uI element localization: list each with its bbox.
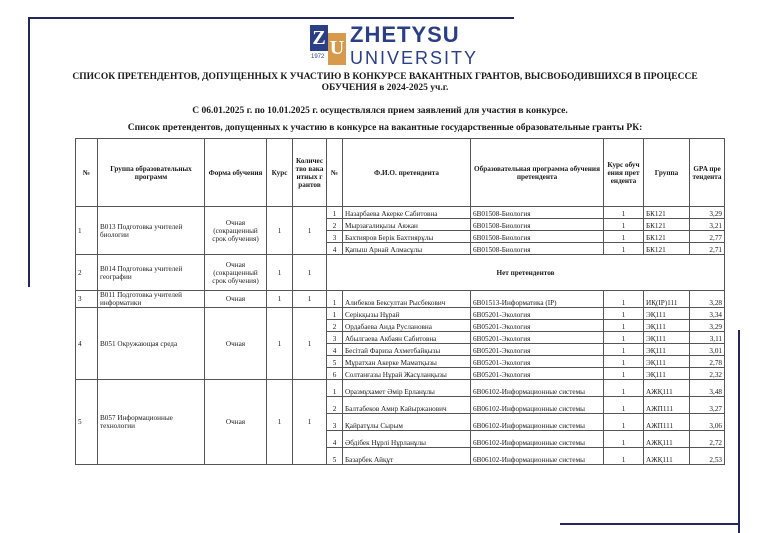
- logo-text: [350, 22, 478, 69]
- candidate-gpa-cell: 3,11: [690, 332, 725, 344]
- candidate-program-cell: 6В06102-Информационные системы: [471, 414, 604, 431]
- document-title: СПИСОК ПРЕТЕНДЕНТОВ, ДОПУЩЕННЫХ К УЧАСТИЮ В КОНКУРСЕ ВАКАНТНЫХ ГРАНТОВ, ВЫСВОБОДИВШИХСЯ В ПРОЦЕССЕ ОБУЧЕНИЯ в 2024-2025 уч.г.: [72, 72, 698, 93]
- block-num-cell: 2: [76, 255, 98, 291]
- course-cell: 1: [267, 255, 293, 291]
- candidate-program-cell: 6В05201-Экология: [471, 320, 604, 332]
- group-cell: В011 Подготовка учителей информатики: [98, 291, 205, 308]
- form-cell: Очная: [205, 308, 267, 380]
- candidate-num-cell: 5: [327, 356, 343, 368]
- candidate-name-cell: Оразмұхамет Әмір Ерланұлы: [343, 380, 471, 397]
- list-subtitle: Список претендентов, допущенных к участию в конкурсе на вакантные государственные образовательные гранты РК:: [127, 123, 643, 133]
- candidate-course-cell: 1: [604, 380, 644, 397]
- candidate-num-cell: 3: [327, 332, 343, 344]
- logo-year: 1972: [311, 54, 325, 60]
- candidate-name-cell: Назарбаева Акерке Сабитовна: [343, 207, 471, 219]
- candidate-group-cell: ЭҚ111: [644, 356, 690, 368]
- candidate-name-cell: Мұратхан Акерке Маматқызы: [343, 356, 471, 368]
- candidate-group-cell: ЭҚ111: [644, 344, 690, 356]
- block-num-cell: 3: [76, 291, 98, 308]
- logo-mark-z: Z: [310, 25, 328, 51]
- header-grants: Количество вакантных грантов: [293, 139, 327, 207]
- candidate-gpa-cell: 2,77: [690, 231, 725, 243]
- group-cell: В013 Подготовка учителей биологии: [98, 207, 205, 255]
- header-group: Группа образовательных программ: [98, 139, 205, 207]
- candidate-name-cell: Қапыш Арнай Алмасұлы: [343, 243, 471, 255]
- candidate-course-cell: 1: [604, 397, 644, 414]
- candidate-name-cell: Бахтияров Берік Бахтиярұлы: [343, 231, 471, 243]
- logo-line1: ZHETYSU: [350, 21, 460, 47]
- candidate-num-cell: 4: [327, 243, 343, 255]
- candidate-group-cell: БК121: [644, 207, 690, 219]
- candidate-gpa-cell: 3,48: [690, 380, 725, 397]
- candidate-course-cell: 1: [604, 344, 644, 356]
- table-row: [76, 291, 725, 308]
- candidate-num-cell: 1: [327, 207, 343, 219]
- candidate-program-cell: 6В01508-Биология: [471, 243, 604, 255]
- application-dates: С 06.01.2025 г. по 10.01.2025 г. осуществлялся прием заявлений для участия в конкурсе.: [192, 106, 568, 116]
- candidate-program-cell: 6В05201-Экология: [471, 368, 604, 380]
- candidate-gpa-cell: 3,29: [690, 320, 725, 332]
- candidate-program-cell: 6В06102-Информационные системы: [471, 397, 604, 414]
- candidate-group-cell: ЭҚ111: [644, 320, 690, 332]
- candidate-course-cell: 1: [604, 320, 644, 332]
- grants-cell: 1: [293, 380, 327, 465]
- candidate-course-cell: 1: [604, 431, 644, 448]
- candidate-course-cell: 1: [604, 448, 644, 465]
- form-cell: Очная: [205, 291, 267, 308]
- candidate-program-cell: 6В01513-Информатика (IP): [471, 291, 604, 308]
- candidate-name-cell: Серікқызы Нұрай: [343, 308, 471, 320]
- candidate-program-cell: 6В01508-Биология: [471, 207, 604, 219]
- candidate-gpa-cell: 3,06: [690, 414, 725, 431]
- header-num2: №: [327, 139, 343, 207]
- candidate-name-cell: Алибеков Бексултан Рысбекович: [343, 291, 471, 308]
- logo-mark: [310, 25, 346, 65]
- candidate-gpa-cell: 2,78: [690, 356, 725, 368]
- table-header-row: [76, 139, 725, 207]
- candidate-group-cell: БК121: [644, 243, 690, 255]
- course-cell: 1: [267, 308, 293, 380]
- candidate-num-cell: 1: [327, 308, 343, 320]
- header-program: Образовательная программа обучения претендента: [471, 139, 604, 207]
- candidate-name-cell: Балтабеков Амир Кайыржанович: [343, 397, 471, 414]
- candidate-num-cell: 2: [327, 397, 343, 414]
- candidate-gpa-cell: 3,27: [690, 397, 725, 414]
- candidate-course-cell: 1: [604, 231, 644, 243]
- candidates-table: [75, 138, 725, 465]
- candidate-program-cell: 6В05201-Экология: [471, 308, 604, 320]
- candidate-gpa-cell: 2,71: [690, 243, 725, 255]
- candidate-gpa-cell: 2,32: [690, 368, 725, 380]
- form-cell: Очная (сокращенный срок обучения): [205, 207, 267, 255]
- form-cell: Очная: [205, 380, 267, 465]
- frame-left-line: [28, 17, 30, 287]
- candidate-name-cell: Әбдібек Нұрлі Нұрланұлы: [343, 431, 471, 448]
- course-cell: 1: [267, 207, 293, 255]
- candidate-course-cell: 1: [604, 308, 644, 320]
- candidate-num-cell: 5: [327, 448, 343, 465]
- table-row: [76, 308, 725, 320]
- candidate-course-cell: 1: [604, 356, 644, 368]
- grants-cell: 1: [293, 255, 327, 291]
- form-cell: Очная (сокращенный срок обучения): [205, 255, 267, 291]
- candidate-program-cell: 6В05201-Экология: [471, 332, 604, 344]
- grants-cell: 1: [293, 308, 327, 380]
- header-gpa: GPA претендента: [690, 139, 725, 207]
- candidate-course-cell: 1: [604, 291, 644, 308]
- course-cell: 1: [267, 291, 293, 308]
- table-row: [76, 380, 725, 397]
- candidate-name-cell: Қайратұлы Сырым: [343, 414, 471, 431]
- candidate-course-cell: 1: [604, 207, 644, 219]
- table-row: [76, 207, 725, 219]
- candidate-num-cell: 2: [327, 219, 343, 231]
- candidate-num-cell: 3: [327, 231, 343, 243]
- candidate-gpa-cell: 2,72: [690, 431, 725, 448]
- candidate-group-cell: АЖҚ111: [644, 380, 690, 397]
- candidate-program-cell: 6В06102-Информационные системы: [471, 380, 604, 397]
- grants-cell: 1: [293, 291, 327, 308]
- candidate-num-cell: 4: [327, 344, 343, 356]
- block-num-cell: 4: [76, 308, 98, 380]
- candidate-group-cell: ЭҚ111: [644, 368, 690, 380]
- course-cell: 1: [267, 380, 293, 465]
- block-num-cell: 1: [76, 207, 98, 255]
- header-course2: Курс обучения претендента: [604, 139, 644, 207]
- candidate-group-cell: БК121: [644, 219, 690, 231]
- candidate-gpa-cell: 3,01: [690, 344, 725, 356]
- header-group2: Группа: [644, 139, 690, 207]
- candidate-group-cell: АЖҚ111: [644, 448, 690, 465]
- logo-line2: UNIVERSITY: [350, 47, 479, 68]
- candidate-program-cell: 6В06102-Информационные системы: [471, 448, 604, 465]
- candidate-name-cell: Солтанғазы Нұрай Жасұланқызы: [343, 368, 471, 380]
- candidate-name-cell: Абылгаева Акбаян Сабитовна: [343, 332, 471, 344]
- candidate-num-cell: 4: [327, 431, 343, 448]
- candidate-group-cell: АЖП111: [644, 397, 690, 414]
- candidate-course-cell: 1: [604, 368, 644, 380]
- candidate-num-cell: 2: [327, 320, 343, 332]
- group-cell: В051 Окружающая среда: [98, 308, 205, 380]
- block-num-cell: 5: [76, 380, 98, 465]
- candidate-name-cell: Ордабаева Аида Руслановна: [343, 320, 471, 332]
- candidate-gpa-cell: 3,29: [690, 207, 725, 219]
- candidate-num-cell: 3: [327, 414, 343, 431]
- candidate-group-cell: ЭҚ111: [644, 332, 690, 344]
- header-num: №: [76, 139, 98, 207]
- university-logo: [310, 21, 479, 68]
- candidate-num-cell: 1: [327, 380, 343, 397]
- logo-mark-u: U: [328, 33, 346, 65]
- candidate-group-cell: БК121: [644, 231, 690, 243]
- candidate-course-cell: 1: [604, 243, 644, 255]
- candidate-group-cell: ЭҚ111: [644, 308, 690, 320]
- frame-bottom-line: [560, 523, 740, 525]
- table-row: [76, 255, 725, 291]
- candidate-program-cell: 6В05201-Экология: [471, 344, 604, 356]
- no-candidates-cell: Нет претендентов: [327, 255, 725, 291]
- candidate-program-cell: 6В06102-Информационные системы: [471, 431, 604, 448]
- candidate-gpa-cell: 3,28: [690, 291, 725, 308]
- candidate-gpa-cell: 3,21: [690, 219, 725, 231]
- candidate-course-cell: 1: [604, 332, 644, 344]
- header-course: Курс: [267, 139, 293, 207]
- candidate-program-cell: 6В01508-Биология: [471, 231, 604, 243]
- header-form: Форма обучения: [205, 139, 267, 207]
- candidate-course-cell: 1: [604, 219, 644, 231]
- candidate-num-cell: 1: [327, 291, 343, 308]
- frame-right-line: [738, 330, 740, 533]
- candidate-program-cell: 6В05201-Экология: [471, 356, 604, 368]
- header-fio: Ф.И.О. претендента: [343, 139, 471, 207]
- grants-cell: 1: [293, 207, 327, 255]
- group-cell: В014 Подготовка учителей географии: [98, 255, 205, 291]
- candidate-course-cell: 1: [604, 414, 644, 431]
- candidate-name-cell: Мырзағалиқызы Аяжан: [343, 219, 471, 231]
- candidate-gpa-cell: 2,53: [690, 448, 725, 465]
- candidate-gpa-cell: 3,34: [690, 308, 725, 320]
- candidate-group-cell: АЖҚ111: [644, 431, 690, 448]
- frame-top-line: [28, 17, 514, 19]
- candidate-name-cell: Бесітай Фариза Ахметбайқызы: [343, 344, 471, 356]
- candidate-program-cell: 6В01508-Биология: [471, 219, 604, 231]
- candidate-group-cell: АЖП111: [644, 414, 690, 431]
- candidate-name-cell: Базарбек Айқұт: [343, 448, 471, 465]
- candidate-group-cell: ИҚ(IP)111: [644, 291, 690, 308]
- candidate-num-cell: 6: [327, 368, 343, 380]
- group-cell: В057 Информационные технологии: [98, 380, 205, 465]
